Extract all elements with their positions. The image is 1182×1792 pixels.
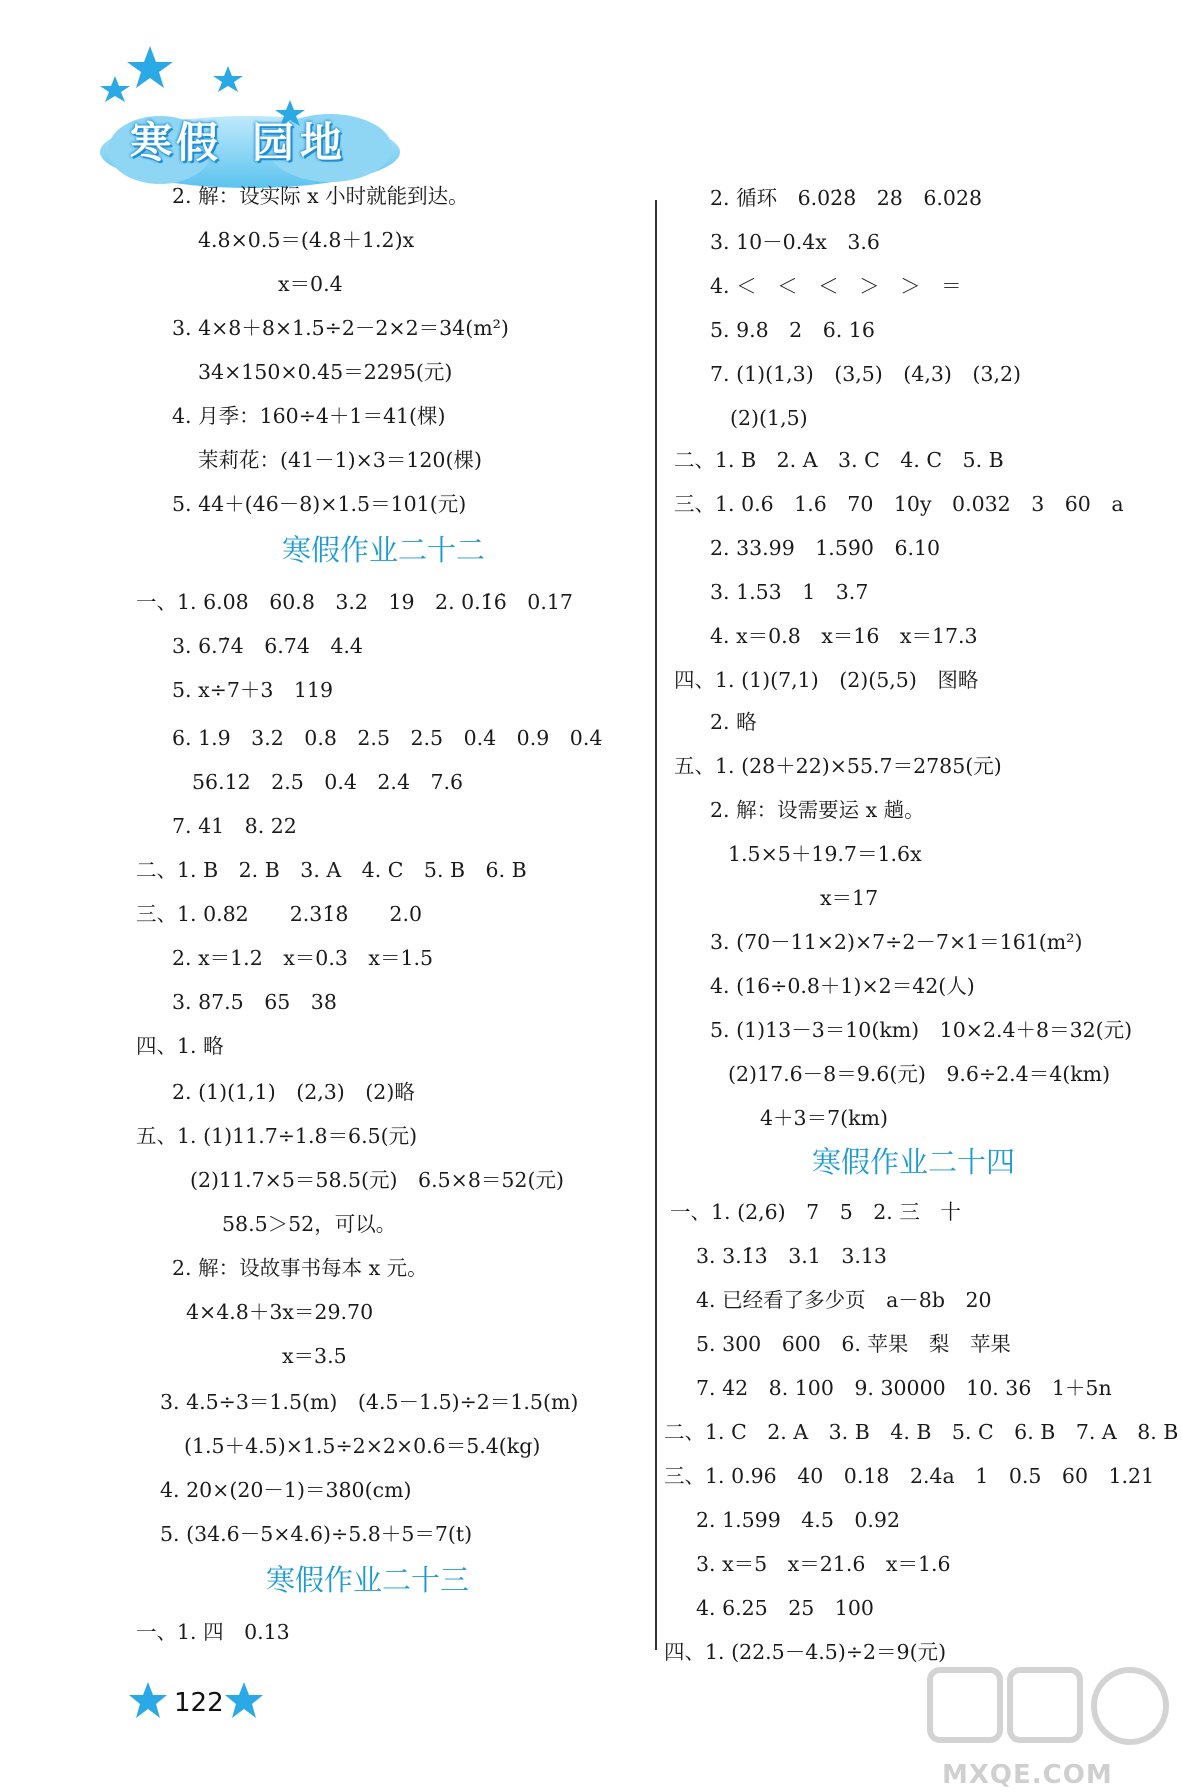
section-heading: 寒假作业二十三	[266, 1563, 470, 1597]
answer-line: 一、1. 6.08 60.8 3.2 19 2. 0.1̇6̇ 0.17	[136, 590, 573, 614]
answer-line: 7. (1)(1,3) (3,5) (4,3) (3,2)	[710, 362, 1022, 386]
answer-line: 5. 44＋(46－8)×1.5＝101(元)	[172, 492, 467, 516]
answer-line: 6. 1.9 3.2 0.8 2.5 2.5 0.4 0.9 0.4	[172, 726, 603, 750]
answer-line: 3. 6.7̇4̇ 6.74 4.4	[172, 634, 363, 658]
answer-line: 3. 1.53 1 3.7	[710, 580, 869, 604]
answer-line: 一、1. (2,6) 7 5 2. 三 十	[670, 1200, 961, 1224]
answer-line: 5. 300 600 6. 苹果 梨 苹果	[696, 1332, 1011, 1356]
logo-char-4: 地	[299, 118, 342, 167]
answer-line: 三、1. 0.96 40 0.18 2.4a 1 0.5 60 1.21	[664, 1464, 1155, 1488]
watermark-stamp-icon	[890, 1620, 1182, 1760]
answer-line: 4. 6.25 25 100	[696, 1596, 874, 1620]
section-heading: 寒假作业二十四	[812, 1145, 1016, 1179]
answer-line: 3. 4.5÷3＝1.5(m) (4.5－1.5)÷2＝1.5(m)	[160, 1390, 579, 1414]
answer-line: (2)(1,5)	[730, 406, 808, 430]
answer-line: 5. (34.6－5×4.6)÷5.8＋5＝7(t)	[160, 1522, 473, 1546]
answer-line: 五、1. (1)11.7÷1.8＝6.5(元)	[136, 1124, 418, 1148]
answer-line: 五、1. (28＋22)×55.7＝2785(元)	[674, 754, 1002, 778]
answer-line: 四、1. (22.5－4.5)÷2＝9(元)	[664, 1640, 947, 1664]
logo-char-3: 园	[251, 118, 294, 167]
answer-line: 34×150×0.45＝2295(元)	[198, 360, 453, 384]
answer-line: 2. 1.599 4.5 0.92	[696, 1508, 901, 1532]
answer-line: 2. (1)(1,1) (2,3) (2)略	[172, 1080, 415, 1104]
answer-line: 2. 解：设需要运 x 趟。	[710, 798, 925, 822]
answer-line: 四、1. (1)(7,1) (2)(5,5) 图略	[674, 668, 979, 692]
answer-line: 4＋3＝7(km)	[760, 1106, 888, 1130]
answer-line: 3. 3.1̇3̇ 3.1 3.13	[696, 1244, 887, 1268]
logo-char-2: 假	[175, 118, 218, 167]
answer-line: 三、1. 0.82 2.31̇8̇ 2.0	[136, 902, 423, 926]
answer-line: 3. 4×8＋8×1.5÷2－2×2＝34(m²)	[172, 316, 509, 340]
answer-line: 4. (16÷0.8＋1)×2＝42(人)	[710, 974, 975, 998]
answer-line: 5. (1)13－3＝10(km) 10×2.4＋8＝32(元)	[710, 1018, 1133, 1042]
answer-line: 3. x＝5 x＝21.6 x＝1.6	[696, 1552, 951, 1576]
answer-line: 4. ＜ ＜ ＜ ＞ ＞ ＝	[710, 274, 962, 298]
answer-line: 3. (70－11×2)×7÷2－7×1＝161(m²)	[710, 930, 1083, 954]
answer-line: 四、1. 略	[136, 1034, 224, 1058]
answer-line: 二、1. B 2. A 3. C 4. C 5. B	[674, 448, 1004, 472]
answer-line: (2)17.6－8＝9.6(元) 9.6÷2.4＝4(km)	[728, 1062, 1111, 1086]
star-icon	[224, 1680, 264, 1720]
answer-line: 5. 9.8 2 6. 16	[710, 318, 875, 342]
watermark-text: MXQE.COM	[942, 1760, 1113, 1790]
answer-line: 茉莉花：(41－1)×3＝120(棵)	[198, 448, 482, 472]
star-icon	[128, 1680, 168, 1720]
answer-line: 4×4.8＋3x＝29.70	[186, 1300, 374, 1324]
answer-line: 3. 87.5 65 38	[172, 990, 337, 1014]
section-heading: 寒假作业二十二	[282, 533, 486, 567]
answer-line: 1.5×5＋19.7＝1.6x	[728, 842, 922, 866]
answer-line: 4. 月季：160÷4＋1＝41(棵)	[172, 404, 446, 428]
answer-line: (1.5＋4.5)×1.5÷2×2×0.6＝5.4(kg)	[184, 1434, 541, 1458]
answer-line: 58.5＞52，可以。	[222, 1212, 397, 1236]
answer-line: 2. 略	[710, 710, 757, 734]
answer-line: 二、1. B 2. B 3. A 4. C 5. B 6. B	[136, 858, 527, 882]
answer-line: 56.12 2.5 0.4 2.4 7.6	[192, 770, 464, 794]
answer-line: 4. x＝0.8 x＝16 x＝17.3	[710, 624, 978, 648]
answer-line: 5. x÷7＋3 119	[172, 678, 334, 702]
answer-line: 2. 33.99 1.59̇0̇ 6.10	[710, 536, 941, 560]
page-number: 122	[174, 1688, 224, 1718]
answer-line: 一、1. 四 0.13	[136, 1620, 290, 1644]
answer-line: 4. 20×(20－1)＝380(cm)	[160, 1478, 412, 1502]
answer-line: 二、1. C 2. A 3. B 4. B 5. C 6. B 7. A 8. B	[664, 1420, 1179, 1444]
answer-line: 7. 42 8. 100 9. 30000 10. 36 1＋5n	[696, 1376, 1112, 1400]
answer-line: 7. 41 8. 22	[172, 814, 297, 838]
answer-line: 4.8×0.5＝(4.8＋1.2)x	[198, 228, 415, 252]
answer-line: 4. 已经看了多少页 a－8b 20	[696, 1288, 992, 1312]
answer-line: x＝17	[820, 886, 879, 910]
answer-line: 2. 解：设实际 x 小时就能到达。	[172, 184, 469, 208]
answer-line: 三、1. 0.6 1.6 70 10y 0.032 3 60 a	[674, 492, 1124, 516]
column-divider	[655, 200, 657, 1650]
answer-line: 3. 10－0.4x 3.6	[710, 230, 880, 254]
answer-line: (2)11.7×5＝58.5(元) 6.5×8＝52(元)	[190, 1168, 564, 1192]
header-logo	[100, 40, 420, 190]
answer-line: x＝0.4	[278, 272, 343, 296]
logo-char-1: 寒	[129, 118, 172, 167]
answer-line: x＝3.5	[282, 1344, 347, 1368]
watermark	[890, 1620, 1182, 1792]
answer-line: 2. 解：设故事书每本 x 元。	[172, 1256, 428, 1280]
answer-line: 2. 循环 6.02̇8̇ 28 6.028	[710, 186, 983, 210]
answer-line: 2. x＝1.2 x＝0.3 x＝1.5	[172, 946, 434, 970]
